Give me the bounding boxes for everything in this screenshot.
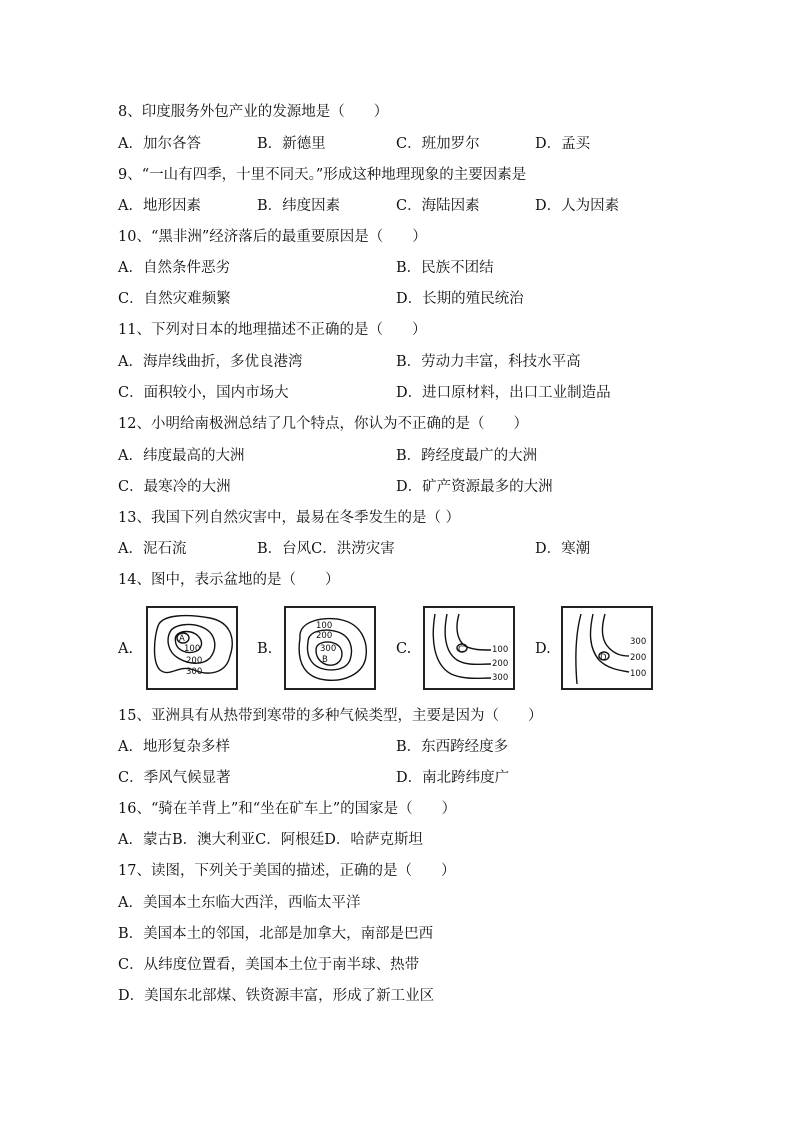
q8-option-b: B．新德里 (257, 136, 326, 152)
q14-option-d-label: D. (535, 641, 551, 657)
q17-option-b: B．美国本土的邻国，北部是加拿大，南部是巴西 (118, 926, 434, 942)
q15-option-b: B．东西跨经度多 (396, 739, 509, 755)
q15-option-d: D．南北跨纬度广 (396, 770, 510, 786)
q12-option-c: C．最寒冷的大洲 (118, 479, 231, 495)
q8-option-a: A．加尔各答 (118, 136, 201, 152)
q10-option-a: A．自然条件恶劣 (118, 260, 230, 276)
contour-c-label-300: 300 (492, 673, 509, 683)
q14-option-b-label: B. (257, 641, 273, 657)
q9-option-d: D．人为因素 (535, 198, 620, 214)
q8-option-c: C．班加罗尔 (396, 136, 480, 152)
q11-option-c: C．面积较小，国内市场大 (118, 385, 289, 401)
contour-b-label-100: 100 (316, 621, 333, 631)
contour-map-b (284, 606, 376, 690)
q10-option-b: B．民族不团结 (396, 260, 494, 276)
contour-d-label-300: 300 (630, 637, 647, 647)
q9-option-b: B．纬度因素 (257, 198, 341, 214)
contour-map-a (146, 606, 238, 690)
q11-option-d: D．进口原材料，出口工业制造品 (396, 385, 611, 401)
contour-a-label-100: 100 (184, 644, 201, 654)
question-14-stem: 14、图中，表示盆地的是（ ） (118, 572, 340, 588)
q11-option-a: A．海岸线曲折，多优良港湾 (118, 354, 303, 370)
q17-option-c: C．从纬度位置看，美国本土位于南半球、热带 (118, 957, 420, 973)
q9-option-c: C．海陆因素 (396, 198, 480, 214)
contour-a-label-300: 300 (186, 667, 203, 677)
question-17-stem: 17、读图，下列关于美国的描述，正确的是（ ） (118, 863, 456, 879)
question-8-stem: 8、印度服务外包产业的发源地是（ ） (118, 104, 389, 120)
question-9-stem: 9、“一山有四季，十里不同天。”形成这种地理现象的主要因素是 (118, 167, 527, 183)
q10-option-d: D．长期的殖民统治 (396, 291, 524, 307)
contour-b-label-200: 200 (316, 631, 333, 641)
question-11-stem: 11、下列对日本的地理描述不正确的是（ ） (118, 322, 427, 338)
q15-option-a: A．地形复杂多样 (118, 739, 230, 755)
contour-c-point-label: C (458, 645, 464, 655)
q14-option-c-label: C. (396, 641, 412, 657)
contour-b-point-label: B (322, 655, 328, 665)
question-16-stem: 16、“骑在羊背上”和“坐在矿车上”的国家是（ ） (118, 801, 457, 817)
contour-map-c (423, 606, 515, 690)
question-15-stem: 15、亚洲具有从热带到寒带的多种气候类型，主要是因为（ ） (118, 708, 543, 724)
contour-d-point-label: D (600, 653, 607, 663)
q9-option-a: A．地形因素 (118, 198, 201, 214)
contour-b-label-300: 300 (320, 644, 337, 654)
q16-options: A．蒙古B．澳大利亚C．阿根廷D．哈萨克斯坦 (118, 832, 423, 848)
contour-c-label-200: 200 (492, 659, 509, 669)
q12-option-a: A．纬度最高的大洲 (118, 448, 245, 464)
question-12-stem: 12、小明给南极洲总结了几个特点，你认为不正确的是（ ） (118, 416, 528, 432)
contour-d-label-200: 200 (630, 653, 647, 663)
contour-a-point-label: A (179, 634, 185, 644)
q10-option-c: C．自然灾难频繁 (118, 291, 231, 307)
q8-option-d: D．孟买 (535, 136, 591, 152)
q11-option-b: B．劳动力丰富，科技水平高 (396, 354, 581, 370)
contour-a-label-200: 200 (186, 656, 203, 666)
q17-option-a: A．美国本土东临大西洋，西临太平洋 (118, 895, 361, 911)
contour-map-d (561, 606, 653, 690)
contour-c-label-100: 100 (492, 645, 509, 655)
q15-option-c: C．季风气候显著 (118, 770, 231, 786)
contour-d-label-100: 100 (630, 669, 647, 679)
q14-option-a-label: A. (118, 641, 134, 657)
question-13-stem: 13、我国下列自然灾害中，最易在冬季发生的是（ ） (118, 510, 461, 526)
q12-option-b: B．跨经度最广的大洲 (396, 448, 538, 464)
q13-option-bc: B．台风C．洪涝灾害 (257, 541, 395, 557)
q17-option-d: D．美国东北部煤、铁资源丰富，形成了新工业区 (118, 988, 435, 1004)
q13-option-d: D．寒潮 (535, 541, 591, 557)
q12-option-d: D．矿产资源最多的大洲 (396, 479, 553, 495)
q13-option-a: A．泥石流 (118, 541, 187, 557)
question-10-stem: 10、“黑非洲”经济落后的最重要原因是（ ） (118, 229, 427, 245)
